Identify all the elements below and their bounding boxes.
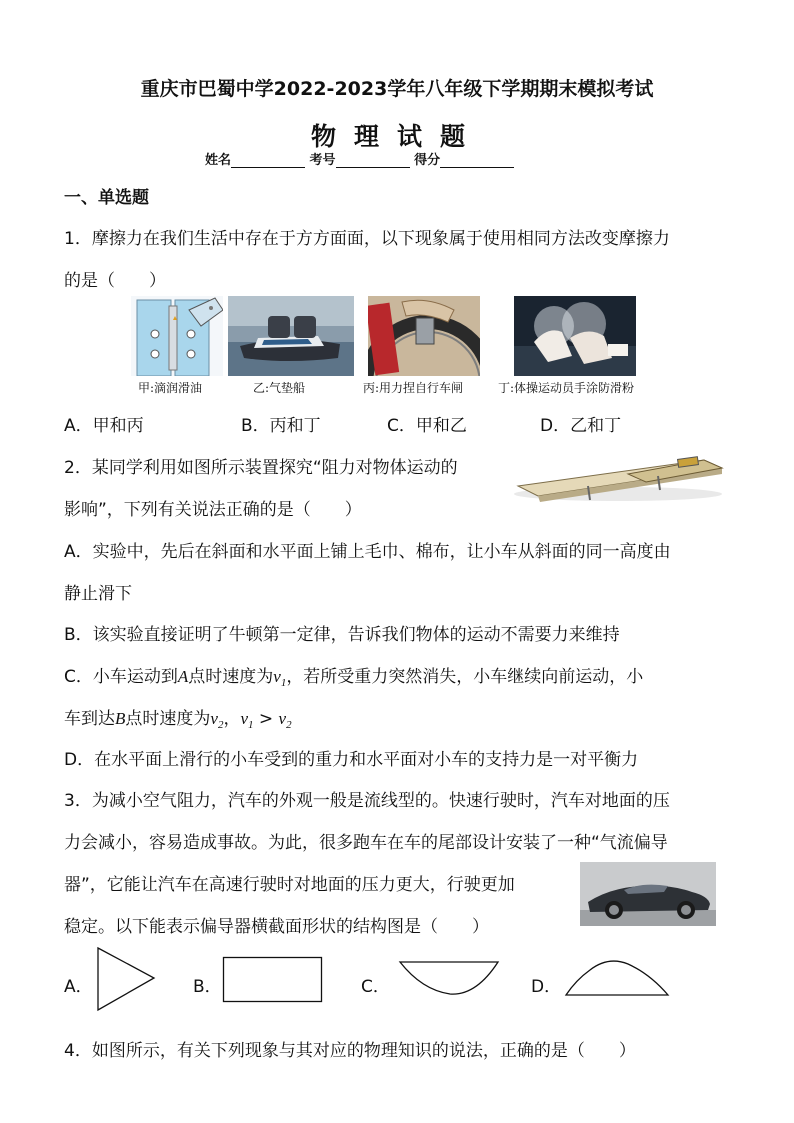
- q3-option-b-label[interactable]: B．: [193, 977, 222, 997]
- q3-image-sports-car: [580, 862, 716, 926]
- q1-caption-ding: 丁:体操运动员手涂防滑粉: [498, 381, 635, 395]
- q2-c2-point-b: B: [115, 709, 126, 728]
- q2-c-sub-1: 1: [280, 677, 287, 690]
- q1-stem-line1: 1．摩擦力在我们生活中存在于方方面面，以下现象属于使用相同方法改变摩擦力: [64, 229, 670, 249]
- q2-c2-text-2: 点时速度为: [125, 709, 211, 729]
- q2-c2-var-v1: v: [240, 709, 248, 728]
- q2-option-a-line2: 静止滑下: [64, 584, 132, 604]
- q2-c-text-2: 点时速度为: [188, 667, 274, 687]
- score-label: 得分: [414, 153, 441, 168]
- q1-image-bicycle-brake: [368, 296, 480, 376]
- q2-c2-var-v: v: [210, 709, 218, 728]
- q3-option-c-inverted-airfoil-shape[interactable]: [396, 958, 502, 998]
- section-heading: 一、单选题: [64, 188, 149, 208]
- q1-image-gymnast-chalk: [514, 296, 636, 376]
- q1-option-b[interactable]: B．丙和丁: [241, 416, 321, 436]
- q1-option-c[interactable]: C．甲和乙: [387, 416, 467, 436]
- q3-stem-line1: 3．为减小空气阻力，汽车的外观一般是流线型的。快速行驶时，汽车对地面的压: [64, 791, 670, 811]
- q3-stem-line4: 稳定。以下能表示偏导器横截面形状的结构图是（ ）: [64, 917, 489, 937]
- q1-image-hovercraft: [228, 296, 354, 376]
- q2-c-text-1: C．小车运动到: [64, 667, 178, 687]
- q2-c-var-v: v: [273, 667, 281, 686]
- q2-c2-text-1: 车到达: [64, 709, 115, 729]
- q2-stem-line1: 2．某同学利用如图所示装置探究“阻力对物体运动的: [64, 458, 458, 478]
- q2-c-text-3: ，若所受重力突然消失，小车继续向前运动，小: [286, 667, 644, 687]
- q2-c2-sub-2: 2: [217, 719, 224, 732]
- student-info-line: [205, 149, 514, 168]
- q2-option-c-line2: [64, 704, 292, 731]
- q1-option-d[interactable]: D．乙和丁: [540, 416, 622, 436]
- q3-option-a-triangle-shape[interactable]: [96, 946, 158, 1014]
- q3-stem-line3: 器”，它能让汽车在高速行驶时对地面的压力更大，行驶更加: [64, 875, 515, 895]
- q3-option-d-label[interactable]: D．: [531, 977, 562, 997]
- q2-c2-gt: >: [253, 709, 279, 729]
- q2-option-b[interactable]: B．该实验直接证明了牛顿第一定律，告诉我们物体的运动不需要力来维持: [64, 625, 620, 645]
- q2-image-incline-apparatus: [508, 446, 728, 504]
- name-label: 姓名: [205, 153, 232, 168]
- exam-no-label: 考号: [309, 153, 336, 168]
- q2-c2-sub-2b: 2: [286, 719, 292, 732]
- q2-option-d[interactable]: D．在水平面上滑行的小车受到的重力和水平面对小车的支持力是一对平衡力: [64, 750, 639, 770]
- q3-stem-line2: 力会减小，容易造成事故。为此，很多跑车在车的尾部设计安装了一种“气流偏导: [64, 833, 668, 853]
- q3-option-b-rectangle-shape[interactable]: [222, 956, 324, 1004]
- q2-c2-comma: ，: [223, 709, 241, 729]
- q1-caption-jia: 甲:滴润滑油: [138, 381, 203, 395]
- score-blank: [440, 153, 514, 168]
- q3-option-c-label[interactable]: C．: [361, 977, 390, 997]
- q1-caption-bing: 丙:用力捏自行车闸: [363, 381, 464, 395]
- q1-image-lubricating-oil: [131, 296, 223, 376]
- q2-c2-var-v2: v: [278, 709, 287, 728]
- q1-caption-yi: 乙:气垫船: [253, 381, 306, 395]
- q3-option-a-label[interactable]: A．: [64, 977, 93, 997]
- exam-no-blank: [336, 153, 410, 168]
- name-blank: [231, 153, 305, 168]
- q2-c2-sub-1b: 1: [247, 719, 254, 732]
- q2-stem-line2: 影响”，下列有关说法正确的是（ ）: [64, 500, 362, 520]
- q2-option-a-line1[interactable]: A．实验中，先后在斜面和水平面上铺上毛巾、棉布，让小车从斜面的同一高度由: [64, 542, 671, 562]
- q3-option-d-airfoil-shape[interactable]: [564, 958, 670, 998]
- q2-c-point-a: A: [177, 667, 189, 686]
- q1-stem-line2: 的是（ ）: [64, 271, 166, 291]
- school-exam-title: 重庆市巴蜀中学2022-2023学年八年级下学期期末模拟考试: [140, 78, 654, 100]
- subject-title: 物理试题: [310, 122, 483, 151]
- q1-option-a[interactable]: A．甲和丙: [64, 416, 144, 436]
- q2-option-c-line1[interactable]: [64, 662, 643, 689]
- q4-stem-line1: 4．如图所示，有关下列现象与其对应的物理知识的说法，正确的是（ ）: [64, 1041, 636, 1061]
